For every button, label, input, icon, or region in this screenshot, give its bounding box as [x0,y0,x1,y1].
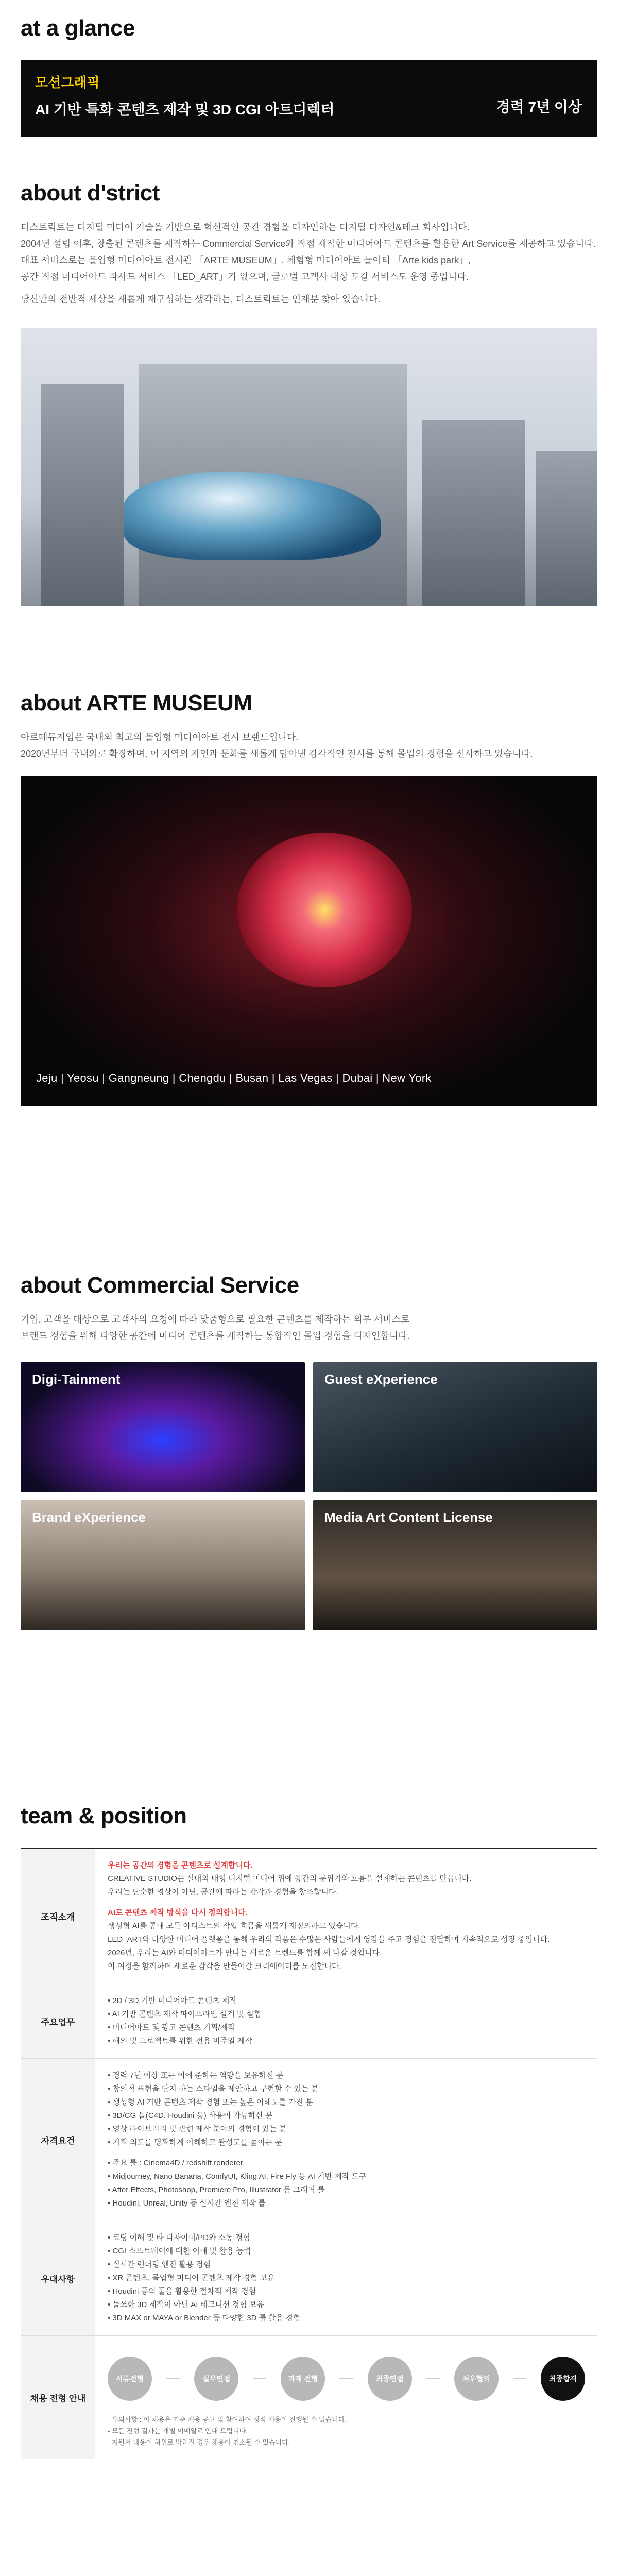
row-line: • After Effects, Photoshop, Premiere Pro, Illustrator 등 그래픽 툴 [108,2185,325,2194]
row-line-text: 주요 툴 : Cinema4D / redshift renderer [112,2159,243,2167]
arte-paragraph: 2020년부터 국내외로 확장하며, 이 지역의 자연과 문화를 새롭게 담아낸 감각적인 전시를 통해 몰입의 경험을 선사하고 있습니다. [21,749,533,759]
step-connector [253,2378,266,2379]
row-line-text: Houdini, Unreal, Unity 등 실시간 엔진 제작 툴 [112,2199,266,2208]
building-shape [422,420,525,606]
commercial-paragraph: 브랜드 경험을 위해 다양한 공간에 미디어 콘텐츠를 제작하는 통합적인 몰입 경험을 디자인합니다. [21,1331,410,1341]
row-line-text: 생성형 AI 기반 콘텐츠 제작 경험 또는 높은 이해도를 가진 분 [112,2098,313,2107]
section-title: about ARTE MUSEUM [21,690,252,716]
cities-list: Jeju | Yeosu | Gangneung | Chengdu | Busan | Las Vegas | Dubai | New York [36,1072,432,1084]
process-step: 최종면접 [368,2357,412,2401]
role-label: 모션그래픽 [35,75,100,90]
row-line-text: 해외 및 프로젝트를 위한 전용 비주얼 제작 [112,2037,252,2045]
row-line: • Midjourney, Nano Banana, ComfyUI, Kling AI, Fire Fly 등 AI 기반 제작 도구 [108,2172,367,2181]
table-row [21,2221,597,2336]
service-card-digitainment [21,1362,305,1492]
arte-paragraphs [21,730,597,761]
row-line: • 해외 및 프로젝트를 위한 전용 비주얼 제작 [108,2037,252,2045]
row-line: • AI 기반 콘텐츠 제작 파이프라인 설계 및 실험 [108,2010,262,2019]
step-connector [339,2378,353,2379]
table-row [21,2059,597,2221]
section-title: at a glance [21,15,135,41]
row-line-text: 경력 7년 이상 또는 이에 준하는 역량을 보유하신 분 [112,2071,283,2080]
building-photo [21,328,597,606]
about-paragraphs [21,219,597,307]
row-line: • 경력 7년 이상 또는 이에 준하는 역량을 보유하신 분 [108,2071,283,2080]
row-body [95,2336,597,2459]
row-body [95,2221,597,2335]
note-line: - 모든 전형 결과는 개별 이메일로 안내 드립니다. [108,2427,248,2435]
row-line-text: 3D MAX or MAYA or Blender 등 다양한 3D 툴 활용 경험 [112,2314,301,2323]
row-line-text: Houdini 등의 툴을 활용한 절차적 제작 경험 [112,2287,256,2296]
row-line: 생성형 AI를 통해 모든 아티스트의 작업 흐름을 새롭게 재정의하고 있습니다. [108,1922,360,1930]
row-head: 우대사항 [21,2221,95,2335]
row-body [95,1984,597,2058]
service-card-guest-experience [313,1362,597,1492]
row-body [95,2059,597,2221]
glance-box [21,60,597,137]
section-title: team & position [21,1803,187,1828]
row-line-text: Midjourney, Nano Banana, ComfyUI, Kling AI, Fire Fly 등 AI 기반 제작 도구 [112,2172,367,2181]
row-line: • 늘쓰한 3D 제작이 아닌 AI 테크니션 경험 보유 [108,2300,264,2309]
service-card-media-art-license [313,1500,597,1630]
process-notes [108,2414,585,2448]
arte-paragraph: 아르떼뮤지엄은 국내외 최고의 몰입형 미디어아트 전시 브랜드입니다. [21,732,299,742]
row-line: • 3D MAX or MAYA or Blender 등 다양한 3D 툴 활용 경험 [108,2314,301,2323]
step-connector [426,2378,440,2379]
commercial-service-section [0,1267,618,1783]
row-line: • 3D/CG 툴(C4D, Houdini 등) 사용이 가능하신 분 [108,2111,273,2120]
service-cards [21,1362,597,1630]
arte-museum-photo [21,776,597,1106]
experience-label: 경력 7년 이상 [496,99,582,115]
card-label: Brand eXperience [32,1510,146,1525]
process-step: 처우협의 [454,2357,499,2401]
commercial-paragraphs [21,1312,597,1344]
row-line-text: 코딩 이해 및 타 디자이너/PD와 소통 경험 [112,2233,250,2242]
section-title: about Commercial Service [21,1273,299,1298]
note-line: - 지원서 내용이 허위로 밝혀질 경우 채용이 취소될 수 있습니다. [108,2438,290,2446]
card-label: Media Art Content License [324,1510,493,1525]
row-line: 이 여정을 함께하며 새로운 감각을 만들어갈 크리에이터를 모집합니다. [108,1962,341,1971]
at-a-glance-section [0,0,618,170]
row-line: CREATIVE STUDIO는 실내외 대형 디지털 미디어 위에 공간의 분위기와 흐름을 설계하는 콘텐츠를 만듭니다. [108,1874,472,1883]
row-line-text: 2D / 3D 기반 미디어아트 콘텐츠 제작 [112,1996,237,2005]
service-card-brand-experience [21,1500,305,1630]
row-line: • XR 콘텐츠, 몰입형 미디어 콘텐츠 제작 경험 보유 [108,2274,275,2282]
row-line-text: 미디어아트 및 광고 콘텐츠 기획/제작 [112,2023,235,2032]
process-step: 최종합격 [541,2357,585,2401]
about-arte-section [0,675,618,1267]
position-table [21,1848,597,2459]
table-row [21,1984,597,2059]
row-line: • 미디어아트 및 광고 콘텐츠 기획/제작 [108,2023,235,2032]
row-body [95,1849,597,1984]
row-line: • 기획 의도를 명확하게 이해하고 완성도를 높이는 분 [108,2138,282,2147]
about-paragraph: 디스트릭트는 디지털 미디어 기술을 기반으로 혁신적인 공간 경험을 디자인하는 디지털 디자인&테크 회사입니다. [21,222,470,232]
row-line-text: CGI 소프트웨어에 대한 이해 및 활용 능력 [112,2247,251,2256]
card-label: Guest eXperience [324,1371,438,1387]
row-line: LED_ART와 다양한 미디어 플랫폼을 통해 우리의 작품은 수많은 사람들에게 영감을 주고 경험을 전달하며 지속적으로 성장 중입니다. [108,1935,550,1944]
row-head: 채용 전형 안내 [21,2336,95,2459]
row-line: 우리는 단순한 영상이 아닌, 공간에 따라는 감각과 경험을 창조합니다. [108,1888,338,1896]
row-line: • 실시간 렌더링 엔진 활용 경험 [108,2260,211,2269]
building-shape [41,384,124,606]
row-line: • 2D / 3D 기반 미디어아트 콘텐츠 제작 [108,1996,237,2005]
process-steps [108,2357,585,2401]
process-step: 과제 전형 [281,2357,325,2401]
note-line: - 유의사항 : 이 채용은 기준 채용 공고 및 참여하여 정식 채용이 진행될 수 있습니다. [108,2416,347,2424]
row-line: • 주요 툴 : Cinema4D / redshift renderer [108,2159,243,2167]
row-line-text: 기획 의도를 명확하게 이해하고 완성도를 높이는 분 [112,2138,282,2147]
team-position-section [0,1783,618,2576]
process-step: 서류전형 [108,2357,152,2401]
section-title: about d'strict [21,180,160,206]
card-label: Digi-Tainment [32,1371,121,1387]
row-line: • 영상 라이브러리 및 관련 제작 분야의 경험이 있는 분 [108,2125,287,2133]
row-line: • Houdini, Unreal, Unity 등 실시간 엔진 제작 툴 [108,2199,266,2208]
table-row [21,1849,597,1984]
row-line-text: 늘쓰한 3D 제작이 아닌 AI 테크니션 경험 보유 [112,2300,264,2309]
row-line-text: XR 콘텐츠, 몰입형 미디어 콘텐츠 제작 경험 보유 [112,2274,275,2282]
row-head: 조직소개 [21,1849,95,1984]
row-line: • 코딩 이해 및 타 디자이너/PD와 소통 경험 [108,2233,250,2242]
row-line-text: 영상 라이브러리 및 관련 제작 분야의 경험이 있는 분 [112,2125,287,2133]
row-line-text: AI 기반 콘텐츠 제작 파이프라인 설계 및 실험 [112,2010,262,2019]
row-line-text: 창의적 표현을 단지 하는 스타일을 제안하고 구현할 수 있는 분 [112,2084,319,2093]
about-paragraph: 당신만의 전반적 세상을 새롭게 재구성하는 생각하는, 디스트릭트는 인재분 찾아 있습니다. [21,294,381,304]
row-line: 우리는 공간의 경험을 콘텐츠로 설계합니다. [108,1861,253,1870]
commercial-paragraph: 기업, 고객을 대상으로 고객사의 요청에 따라 맞춤형으로 필요한 콘텐츠를 제작하는 외부 서비스로 [21,1314,410,1325]
flower-artwork [237,833,412,987]
row-head: 자격요건 [21,2059,95,2221]
row-line: • 생성형 AI 기반 콘텐츠 제작 경험 또는 높은 이해도를 가진 분 [108,2098,313,2107]
row-line: AI로 콘텐츠 제작 방식을 다시 정의합니다. [108,1908,248,1917]
row-line-text: After Effects, Photoshop, Premiere Pro, Illustrator 등 그래픽 툴 [112,2185,325,2194]
table-row [21,2336,597,2459]
row-line: • Houdini 등의 툴을 활용한 절차적 제작 경험 [108,2287,256,2296]
row-line: • 창의적 표현을 단지 하는 스타일을 제안하고 구현할 수 있는 분 [108,2084,319,2093]
row-line-text: 실시간 렌더링 엔진 활용 경험 [112,2260,211,2269]
building-shape [536,451,597,606]
about-paragraph: 대표 서비스로는 몰입형 미디어아트 전시관 「ARTE MUSEUM」, 체험형 미디어아트 놀이터 「Arte kids park」, [21,255,471,265]
position-headline: AI 기반 특화 콘텐츠 제작 및 3D CGI 아트디렉터 [35,101,335,117]
row-line-text: 3D/CG 툴(C4D, Houdini 등) 사용이 가능하신 분 [112,2111,273,2120]
row-line: • CGI 소프트웨어에 대한 이해 및 활용 능력 [108,2247,251,2256]
about-paragraph: 공간 직접 미디어아트 파사드 서비스 「LED_ART」가 있으며, 글로벌 고객사 대상 토갈 서비스도 운영 중입니다. [21,272,469,282]
row-head: 주요업무 [21,1984,95,2058]
row-line: 2026년, 우리는 AI와 미디어아트가 만나는 새로운 트렌드를 함께 써 나갈 것입니다. [108,1948,382,1957]
step-connector [166,2378,180,2379]
process-step: 실무면접 [194,2357,238,2401]
about-paragraph: 2004년 설립 이후, 창출된 콘텐츠를 제작하는 Commercial Service와 직접 제작한 미디어아트 콘텐츠를 활용한 Art Service를 제공하고 있습니다. [21,239,596,249]
about-dstrict-section [0,170,618,675]
step-connector [513,2378,526,2379]
